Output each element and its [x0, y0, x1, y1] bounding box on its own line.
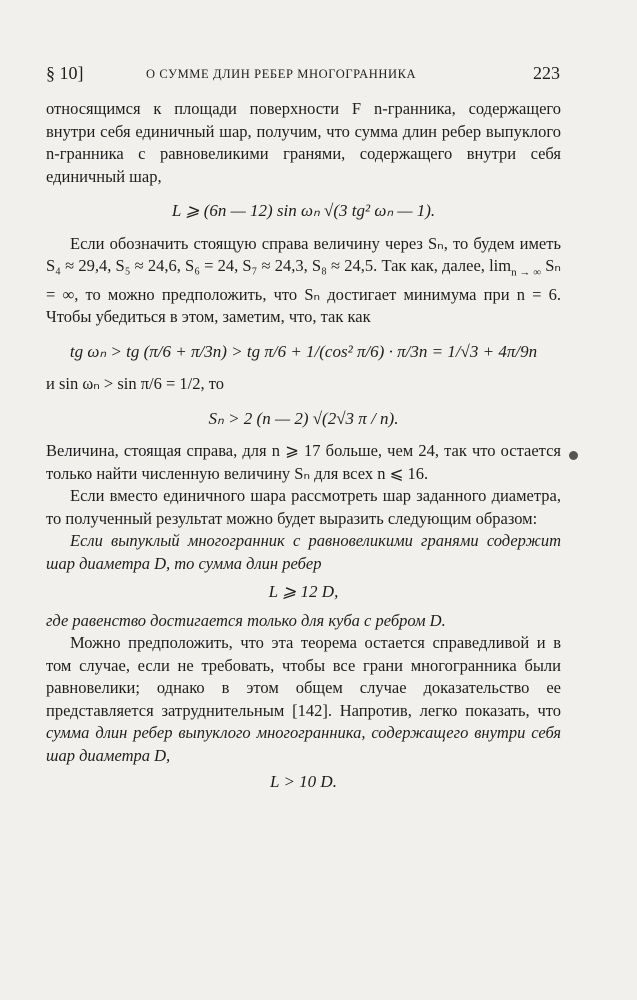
theorem-equality-case: где равенство достигается только для куба с ребром D.: [46, 610, 446, 630]
running-header: [46, 63, 560, 89]
paragraph-4: Величина, стоящая справа, для n ⩾ 17 больше, чем 24, так что остается только найти численную величину Sₙ для всех n ⩽ 16.: [46, 441, 561, 483]
paragraph-2: [46, 233, 561, 329]
section-number: § 10]: [46, 63, 84, 83]
paragraph-3: и sin ωₙ > sin π/6 = 1/2, то: [46, 374, 225, 394]
limit-subscript: n → ∞: [511, 266, 542, 279]
paragraph-1: относящимся к площади поверхности F n-гранника, содержащего внутри себя единичный шар, получим, что сумма длин ребер выпуклого n-гранника с равновеликими гранями, содержащего внутри себя единичный шар,: [46, 99, 561, 186]
paragraph-5: Если вместо единичного шара рассмотреть шар заданного диаметра, то полученный результат можно будет выразить следующим образом:: [46, 486, 561, 528]
paragraph-8: [46, 632, 561, 767]
theorem-statement: Если выпуклый многогранник с равновеликими гранями содержит шар диаметра D, то сумма длин ребер: [46, 531, 561, 573]
formula-5: L > 10 D.: [270, 772, 337, 792]
paragraph-2-text-b: Sₙ = ∞, то можно предположить, что Sₙ достигает минимума при n = 6. Чтобы убедиться в этом, заметим, что, так как: [46, 256, 562, 327]
formula-3: Sₙ > 2 (n — 2) √(2√3 π / n).: [208, 408, 399, 428]
paragraph-8-text-a: Можно предположить, что эта теорема остается справедливой и в том случае, если не требовать, чтобы все грани многогранника были равновелики; однако в этом общем случае доказательство ее представляется затруднительным [142]. Напротив, легко показать, что: [46, 633, 561, 720]
page-number: 223: [533, 63, 560, 83]
limit-operator: lim: [489, 256, 512, 275]
paragraph-8-italic: сумма длин ребер выпуклого многогранника, содержащего внутри себя шар диаметра D,: [46, 723, 561, 765]
formula-2: tg ωₙ > tg (π/6 + π/3n) > tg π/6 + 1/(cos² π/6) · π/3n = 1/√3 + 4π/9n: [69, 341, 538, 361]
ink-spot: [569, 451, 578, 460]
paragraph-2-text-a: Если обозначить стоящую справа величину через Sₙ, то будем иметь S₄ ≈ 29,4, S₅ ≈ 24,6, S₆ = 24, S₇ ≈ 24,3, S₈ ≈ 24,5. Так как, далее,: [46, 233, 561, 275]
formula-4: L ⩾ 12 D,: [268, 582, 339, 602]
running-title: О СУММЕ ДЛИН РЕБЕР МНОГОГРАННИКА: [146, 67, 417, 81]
formula-1: L ⩾ (6n — 12) sin ωₙ √(3 tg² ωₙ — 1).: [171, 201, 436, 220]
page-body: [46, 98, 561, 798]
limit-notation: [489, 256, 542, 279]
